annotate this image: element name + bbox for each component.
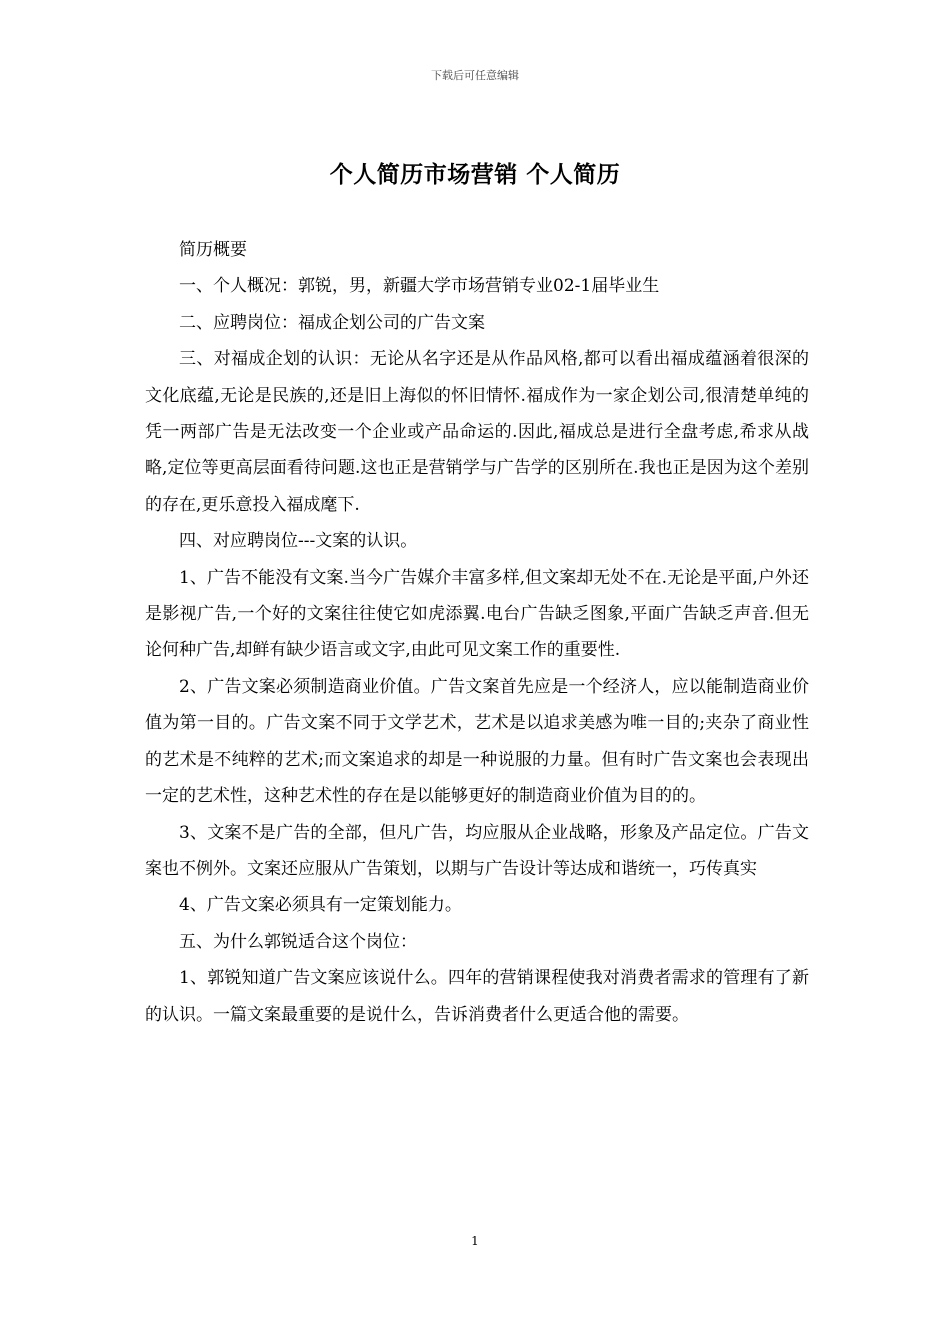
paragraph-point-1: 1、广告不能没有文案.当今广告媒介丰富多样,但文案却无处不在.无论是平面,户外还是影视广告,一个好的文案往往使它如虎添翼.电台广告缺乏图象,平面广告缺乏声音.但无论何种广告,却鲜有缺少语言或文字,由此可见文案工作的重要性. — [145, 567, 809, 661]
section-heading-summary: 简历概要 — [179, 240, 247, 260]
paragraph-why-suitable: 五、为什么郭锐适合这个岗位： — [179, 931, 417, 952]
paragraph-role-understanding: 四、对应聘岗位---文案的认识。 — [179, 531, 418, 552]
paragraph-point-4: 4、广告文案必须具有一定策划能力。 — [179, 895, 462, 916]
paragraph-point-3: 3、文案不是广告的全部，但凡广告，均应服从企业战略，形象及产品定位。广告文案也不例外。文案还应服从广告策划，以期与广告设计等达成和谐统一，巧传真实 — [145, 822, 809, 879]
paragraph-company-understanding: 三、对福成企划的认识：无论从名字还是从作品风格,都可以看出福成蕴涵着很深的文化底蕴,无论是民族的,还是旧上海似的怀旧情怀.福成作为一家企划公司,很清楚单纯的凭一两部广告是无法改变一个企业或产品命运的.因此,福成总是进行全盘考虑,希求从战略,定位等更高层面看待问题.这也正是营销学与广告学的区别所在.我也正是因为这个差别的存在,更乐意投入福成麾下. — [145, 349, 809, 515]
paragraph-personal-info: 一、个人概况：郭锐，男，新疆大学市场营销专业02-1届毕业生 — [179, 276, 660, 297]
paragraph-point-2: 2、广告文案必须制造商业价值。广告文案首先应是一个经济人，应以能制造商业价值为第一目的。广告文案不同于文学艺术，艺术是以追求美感为唯一目的;夹杂了商业性的艺术是不纯粹的艺术;而文案追求的却是一种说服的力量。但有时广告文案也会表现出一定的艺术性，这种艺术性的存在是以能够更好的制造商业价值为目的的。 — [145, 676, 809, 807]
document-title: 个人简历市场营销 个人简历 — [329, 161, 621, 188]
paragraph-reason-1: 1、郭锐知道广告文案应该说什么。四年的营销课程使我对消费者需求的管理有了新的认识。一篇文案最重要的是说什么，告诉消费者什么更适合他的需要。 — [145, 968, 809, 1025]
page-number: 1 — [471, 1234, 479, 1248]
paragraph-position: 二、应聘岗位：福成企划公司的广告文案 — [179, 312, 485, 333]
document-body — [145, 232, 809, 1033]
header-note: 下载后可任意编辑 — [431, 69, 519, 82]
